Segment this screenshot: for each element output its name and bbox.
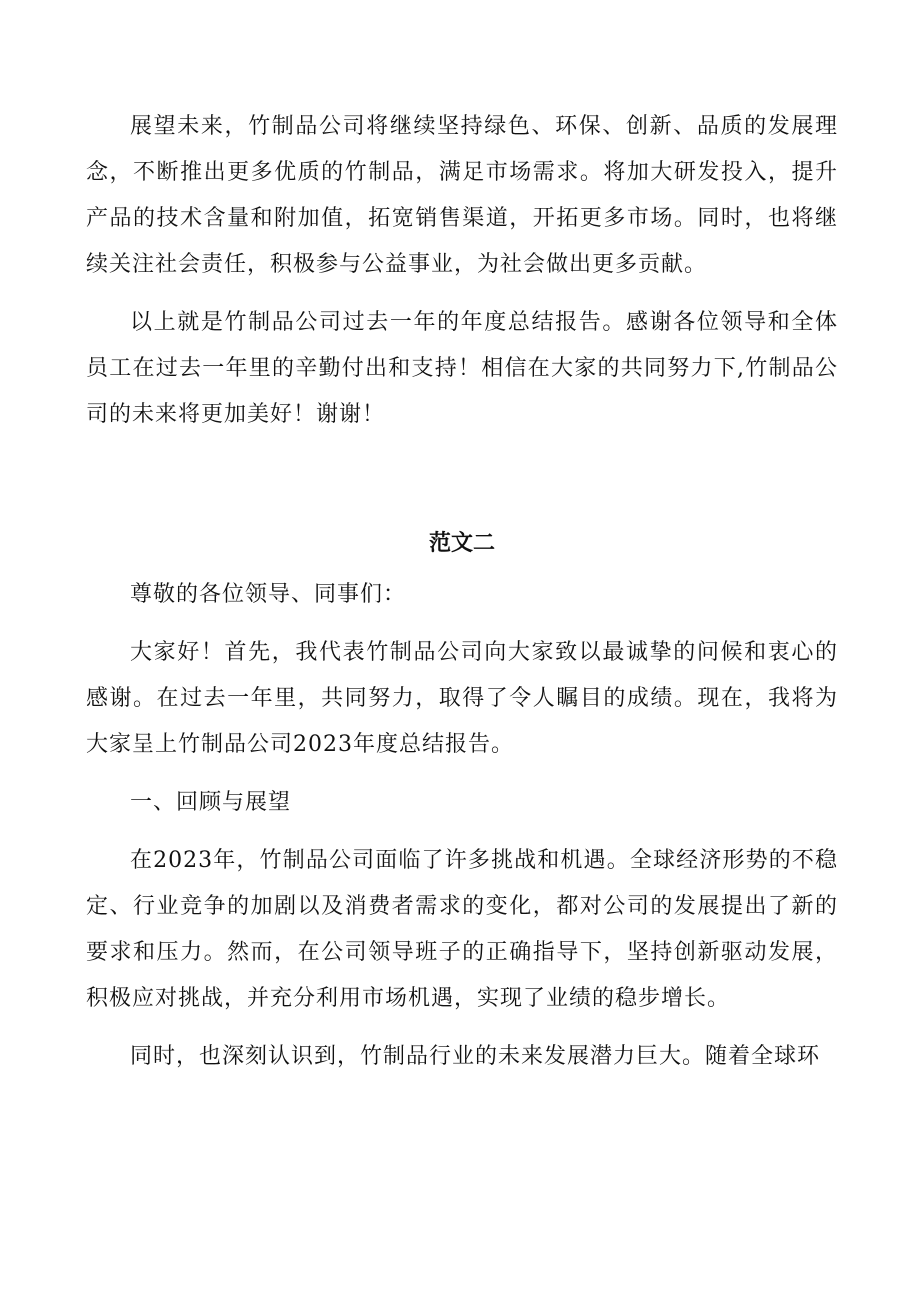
paragraph-spacer (86, 826, 838, 838)
section-title: 范文二 (428, 531, 495, 556)
paragraph-review: 在2023年，竹制品公司面临了许多挑战和机遇。全球经济形势的不稳定、行业竞争的加剧以及消费者需求的变化，都对公司的发展提出了新的要求和压力。然而，在公司领导班子的正确指导下，坚持创新驱动发展，积极应对挑战，并充分利用市场机遇，实现了业绩的稳步增长。 (86, 848, 838, 1011)
paragraph-salutation: 尊敬的各位领导、同事们： (130, 582, 407, 607)
document-body (86, 104, 838, 1080)
paragraph-spacer (86, 768, 838, 780)
paragraph-spacer (86, 618, 838, 630)
paragraph-future: 同时，也深刻认识到，竹制品行业的未来发展潜力巨大。随着全球环 (130, 1044, 821, 1069)
paragraph-subheading: 一、回顾与展望 (130, 790, 292, 815)
paragraph-outlook: 展望未来，竹制品公司将继续坚持绿色、环保、创新、品质的发展理念，不断推出更多优质的竹制品，满足市场需求。将加大研发投入，提升产品的技术含量和附加值，拓宽销售渠道，开拓更多市场。同时，也将继续关注社会责任，积极参与公益事业，为社会做出更多贡献。 (86, 114, 838, 277)
section-spacer (86, 438, 838, 524)
paragraph-closing: 以上就是竹制品公司过去一年的年度总结报告。感谢各位领导和全体员工在过去一年里的辛勤付出和支持！相信在大家的共同努力下,竹制品公司的未来将更加美好！谢谢！ (86, 310, 838, 427)
paragraph-greeting: 大家好！首先，我代表竹制品公司向大家致以最诚挚的问候和衷心的感谢。在过去一年里，共同努力，取得了令人瞩目的成绩。现在，我将为大家呈上竹制品公司2023年度总结报告。 (86, 640, 838, 757)
paragraph-spacer (86, 1022, 838, 1034)
paragraph-spacer (86, 288, 838, 300)
